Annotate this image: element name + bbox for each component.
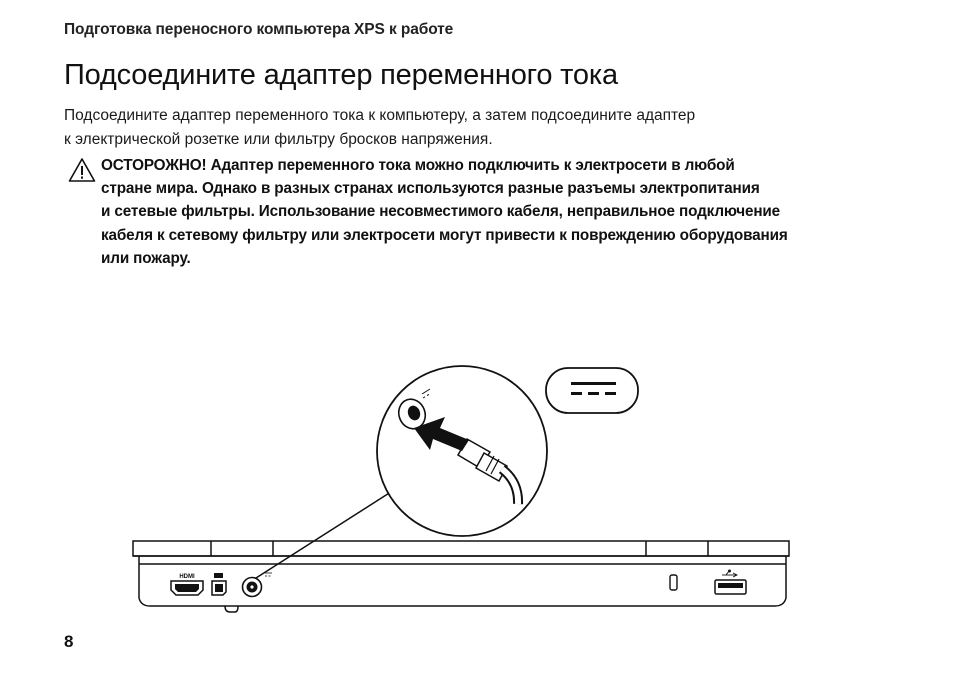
minidisplayport-icon — [212, 573, 226, 595]
caution-line: ОСТОРОЖНО! Адаптер переменного тока можно подключить к электросети в любой — [101, 157, 735, 174]
page-number: 8 — [64, 632, 74, 651]
intro-line: Подсоедините адаптер переменного тока к компьютеру, а затем подсоедините адаптер — [64, 107, 696, 124]
dc-symbol-icon — [546, 368, 638, 413]
caution-line: стране мира. Однако в разных странах используются разные разъемы электропитания — [101, 180, 760, 198]
security-slot-icon — [670, 575, 677, 590]
caution-line: и сетевые фильтры. Использование несовместимого кабеля, неправильное подключение — [101, 203, 781, 221]
hdmi-port-icon — [171, 574, 203, 595]
usb-port-icon — [715, 570, 746, 594]
page-title: Подсоедините адаптер переменного тока — [64, 59, 618, 91]
intro-line: к электрической розетке или фильтру бросков напряжения. — [64, 131, 493, 148]
callout-line — [256, 490, 394, 578]
running-header: Подготовка переносного компьютера XPS к работе — [64, 21, 454, 38]
magnified-connector-view — [377, 366, 547, 536]
caution-line: или пожару. — [101, 249, 191, 267]
laptop-rear-view — [133, 541, 789, 612]
caution-line: кабеля к сетевому фильтру или электросети могут привести к повреждению оборудования — [101, 226, 788, 244]
hdmi-label: HDMI — [179, 574, 195, 580]
